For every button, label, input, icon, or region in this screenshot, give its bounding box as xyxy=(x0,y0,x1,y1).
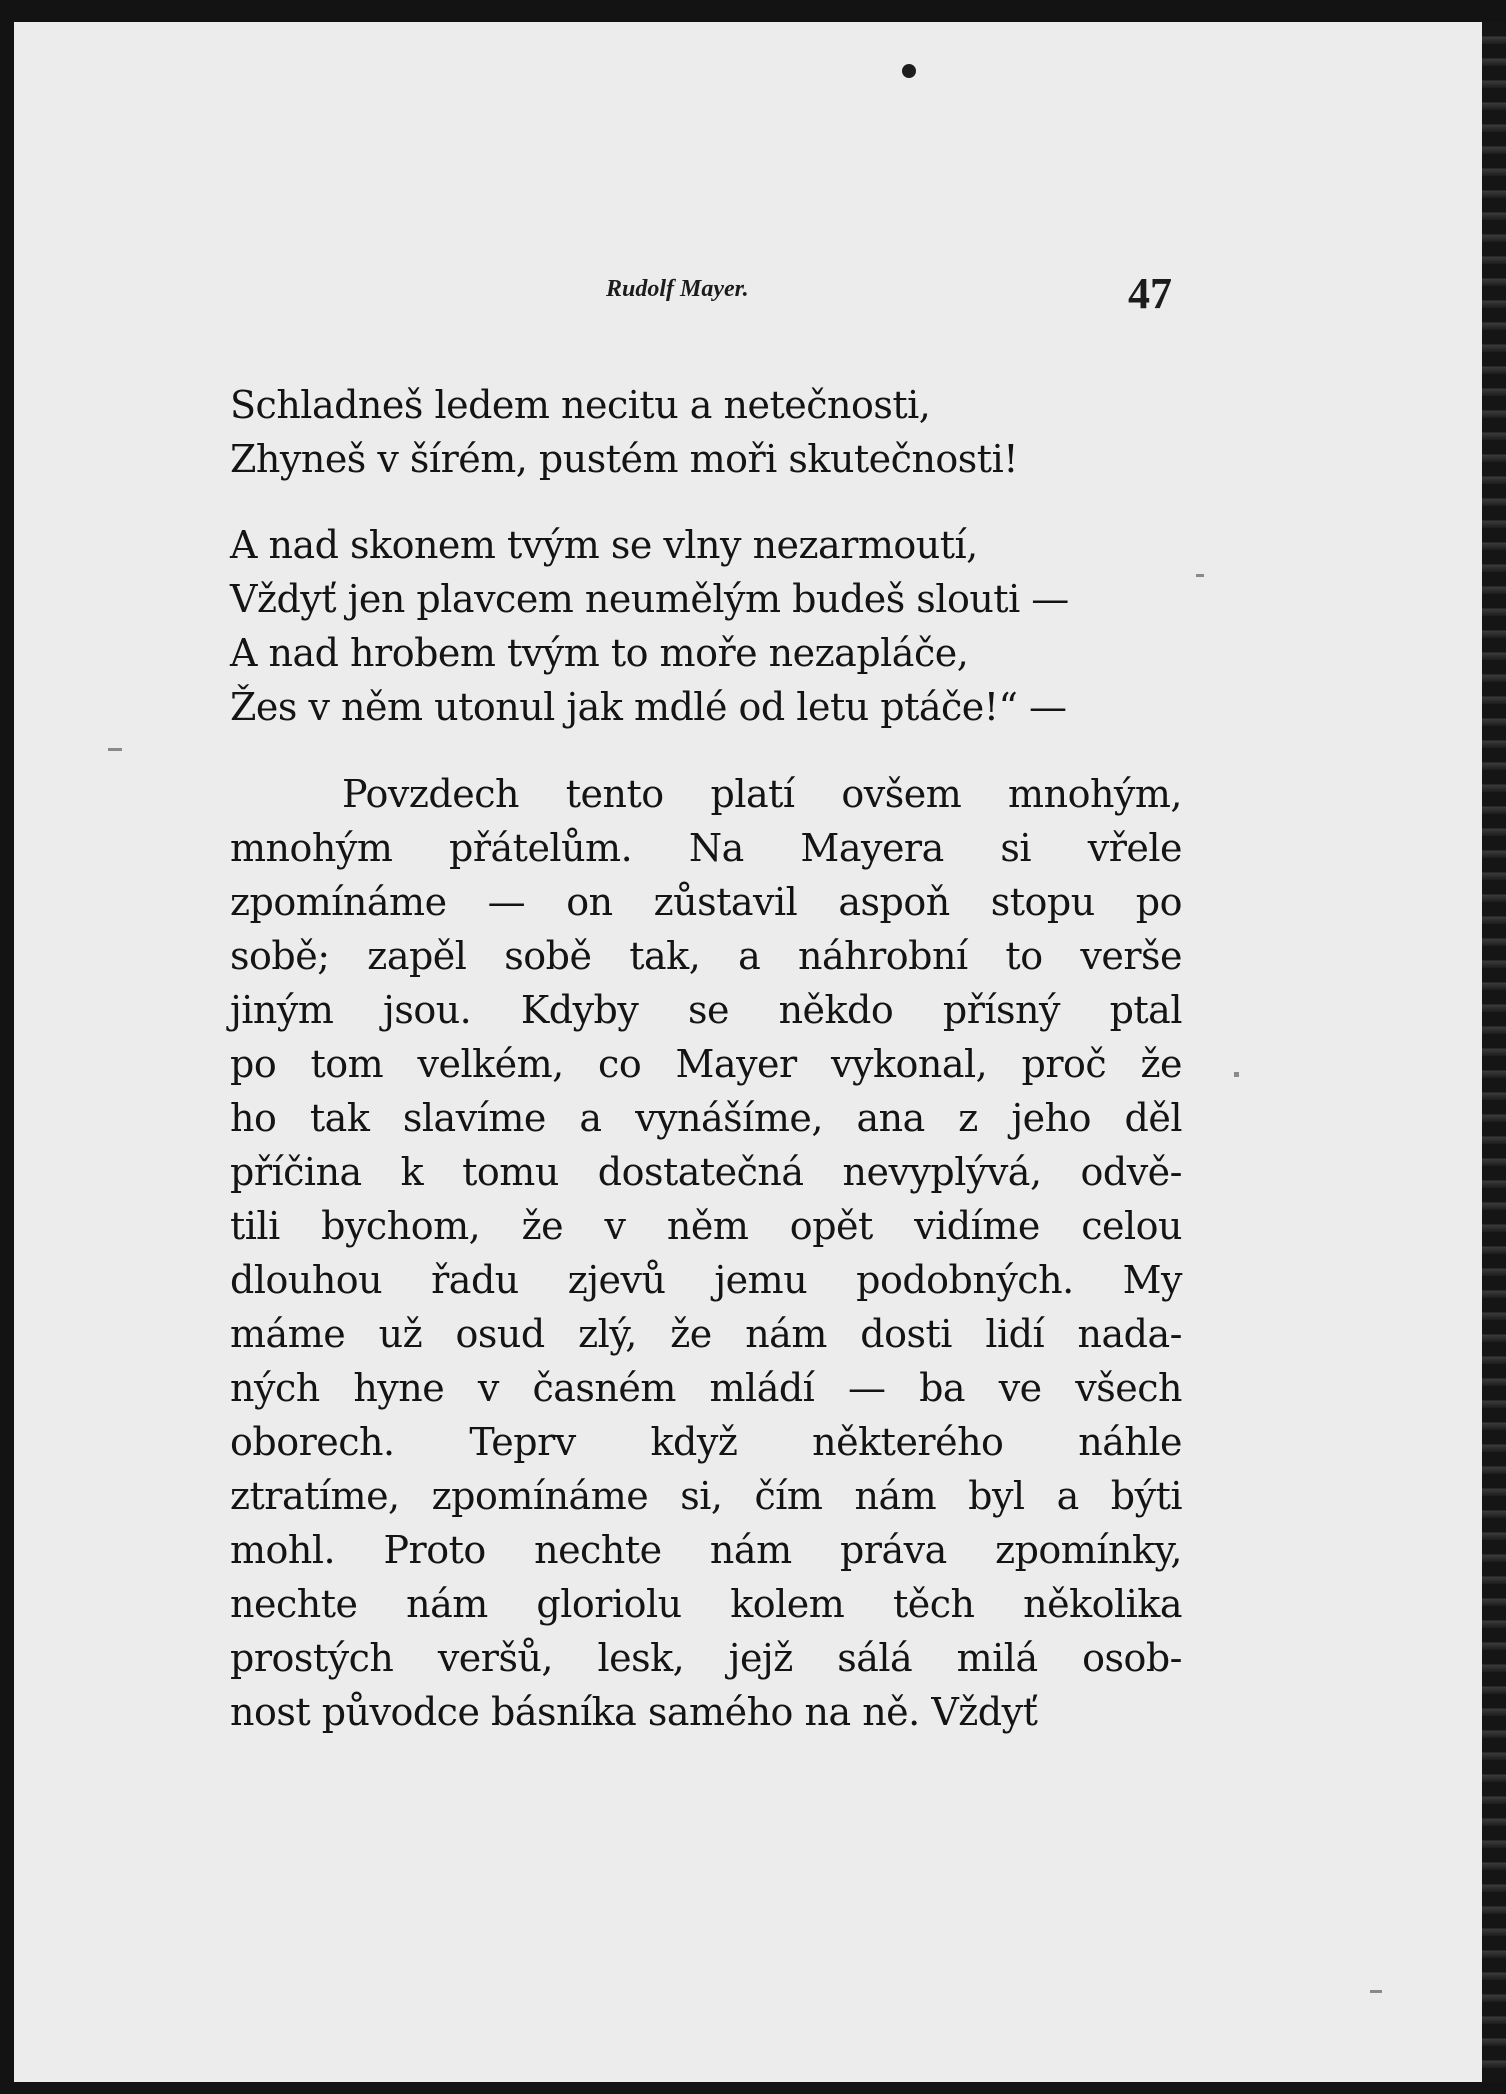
prose-line: dlouhou řadu zjevů jemu podobných. My xyxy=(230,1258,1182,1302)
ink-dot xyxy=(902,64,916,78)
scan-speck xyxy=(1196,574,1204,577)
prose-line: nechte nám gloriolu kolem těch několika xyxy=(230,1582,1182,1626)
verse-line: A nad skonem tvým se vlny nezarmoutí, xyxy=(230,523,978,567)
verse-line: Schladneš ledem necitu a netečnosti, xyxy=(230,383,931,427)
verse-line: Zhyneš v šírém, pustém moři skutečnosti! xyxy=(230,437,1019,481)
verse-line: Vždyť jen plavcem neumělým budeš slouti — xyxy=(230,577,1069,621)
page-edge-shadow xyxy=(1482,22,1506,2082)
running-head: Rudolf Mayer. xyxy=(606,276,749,302)
prose-line: prostých veršů, lesk, jejž sálá milá osob- xyxy=(230,1636,1182,1680)
prose-line: ztratíme, zpomínáme si, čím nám byl a býti xyxy=(230,1474,1182,1518)
prose-line: nost původce básníka samého na ně. Vždyť xyxy=(230,1690,1038,1734)
prose-line: příčina k tomu dostatečná nevyplývá, odvě- xyxy=(230,1150,1182,1194)
prose-line: zpomínáme — on zůstavil aspoň stopu po xyxy=(230,880,1182,924)
scan-speck xyxy=(108,748,122,751)
prose-line: Povzdech tento platí ovšem mnohým, xyxy=(342,772,1182,816)
prose-line: jiným jsou. Kdyby se někdo přísný ptal xyxy=(230,988,1182,1032)
verse-stanza-1 xyxy=(230,378,1182,486)
prose-paragraph xyxy=(230,767,1182,1739)
prose-line: oborech. Teprv když některého náhle xyxy=(230,1420,1182,1464)
prose-line: mohl. Proto nechte nám práva zpomínky, xyxy=(230,1528,1182,1572)
prose-line: máme už osud zlý, že nám dosti lidí nada- xyxy=(230,1312,1182,1356)
verse-stanza-2 xyxy=(230,518,1182,734)
prose-line: mnohým přátelům. Na Mayera si vřele xyxy=(230,826,1182,870)
prose-line: po tom velkém, co Mayer vykonal, proč že xyxy=(230,1042,1182,1086)
verse-line: A nad hrobem tvým to moře nezapláče, xyxy=(230,631,969,675)
prose-line: ných hyne v časném mládí — ba ve všech xyxy=(230,1366,1182,1410)
scan-speck xyxy=(1234,1072,1239,1077)
verse-line: Žes v něm utonul jak mdlé od letu ptáče!“ — xyxy=(230,685,1067,729)
page-number: 47 xyxy=(1128,269,1172,318)
prose-line: sobě; zapěl sobě tak, a náhrobní to verše xyxy=(230,934,1182,978)
prose-line: tili bychom, že v něm opět vidíme celou xyxy=(230,1204,1182,1248)
scan-speck xyxy=(1370,1990,1382,1993)
prose-line: ho tak slavíme a vynášíme, ana z jeho děl xyxy=(230,1096,1182,1140)
page-header xyxy=(0,268,1506,328)
